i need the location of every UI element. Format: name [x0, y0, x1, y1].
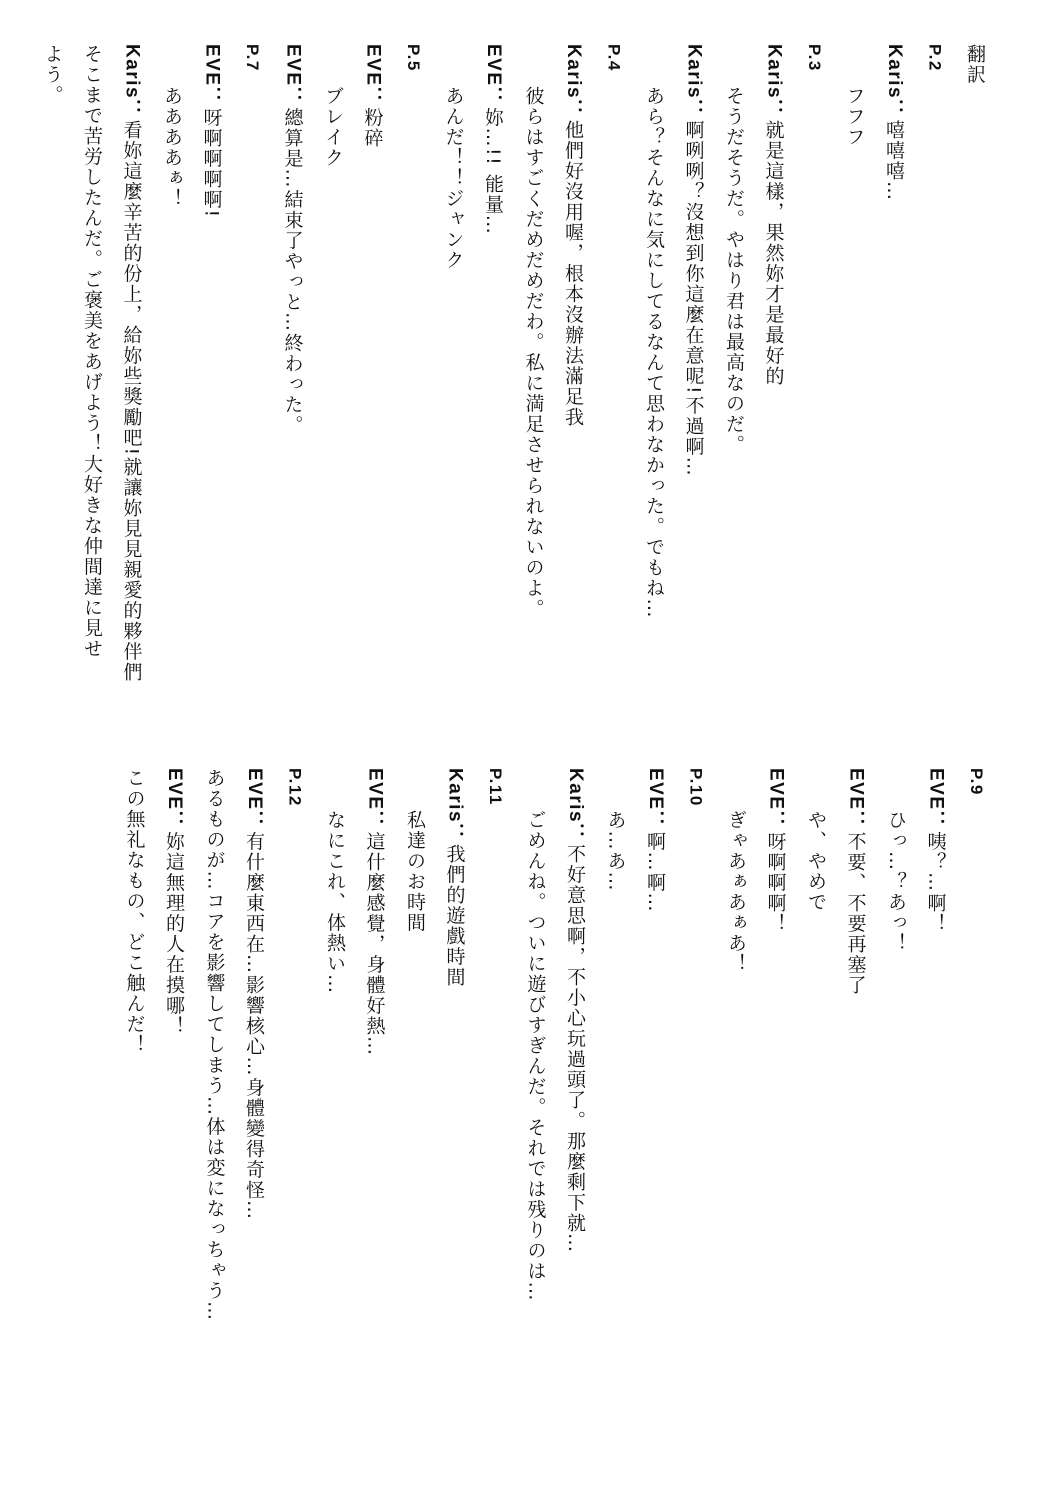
dialogue-line — [154, 768, 195, 1488]
japanese-original-line — [796, 768, 836, 1488]
speaker-name: EVE： — [765, 768, 787, 832]
japanese-original-line — [714, 44, 754, 744]
japanese-text: ひっ…？あっ！ — [885, 809, 907, 954]
dialogue-text: 看妳這麼辛苦的份上，給妳些獎勵吧!就讓妳見見親愛的夥伴們 — [120, 119, 143, 683]
speaker-name: Karis： — [763, 44, 785, 120]
japanese-text: フフフ — [843, 85, 866, 148]
speaker-name: EVE： — [645, 768, 666, 832]
continuation-line — [72, 44, 112, 744]
japanese-original-line — [152, 44, 192, 744]
dialogue-line — [553, 44, 594, 744]
dialogue-text: 有什麼東西在…影響核心…身體變得奇怪… — [243, 831, 265, 1221]
speaker-name: Karis： — [565, 768, 586, 844]
dialogue-text: 啊咧咧？沒想到你這麼在意呢!不過啊… — [682, 119, 705, 478]
japanese-original-line — [515, 768, 555, 1488]
japanese-original-line — [834, 44, 874, 744]
speaker-name: EVE： — [164, 768, 185, 832]
translation-block-bottom — [114, 768, 996, 1488]
page-number-text: P.5 — [404, 44, 423, 72]
japanese-text: あ…あ… — [604, 809, 627, 892]
japanese-original-line — [595, 768, 635, 1488]
dialogue-line — [111, 44, 152, 744]
speaker-name: EVE： — [364, 768, 386, 832]
continuation-text: そこまで苦労したんだ。ご褒美をあげよう！大好きな仲間達に見せ — [81, 44, 103, 659]
dialogue-line — [753, 44, 794, 744]
page-number-text: P.2 — [925, 44, 945, 72]
japanese-text: ああああぁ！ — [161, 85, 183, 209]
page-number-text: P.11 — [486, 768, 505, 806]
speaker-name: EVE： — [845, 768, 867, 832]
japanese-original-line — [634, 44, 674, 744]
dialogue-line — [555, 768, 596, 1488]
japanese-original-line — [313, 44, 353, 744]
continuation-text: この無礼なもの、どこ触んだ！ — [123, 768, 146, 1055]
dialogue-text: 總算是…結束了やっと…終わった。 — [281, 107, 304, 436]
speaker-name: Karis： — [563, 44, 584, 120]
page-number-label — [593, 44, 634, 744]
japanese-original-line — [876, 768, 916, 1488]
dialogue-line — [434, 768, 475, 1488]
page-number-label — [956, 768, 997, 1488]
page-number-label — [274, 768, 315, 1488]
japanese-original-line — [433, 44, 473, 744]
japanese-text: や、やめで — [805, 809, 827, 913]
dialogue-text: 不好意思啊，不小心玩過頭了。那麼剩下就… — [564, 843, 586, 1254]
japanese-original-line — [716, 768, 756, 1488]
page-number-label — [232, 44, 273, 744]
dialogue-line — [272, 44, 313, 744]
continuation-line — [114, 768, 154, 1488]
page-number-label — [914, 44, 955, 744]
speaker-name: EVE： — [483, 44, 504, 108]
dialogue-text: 呀啊啊啊！ — [764, 831, 787, 934]
japanese-text: そうだそうだ。やはり君は最高なのだ。 — [723, 85, 745, 455]
page-number-text: P.3 — [805, 44, 824, 72]
page-number-label — [475, 768, 516, 1488]
page-number-text: P.12 — [285, 768, 305, 807]
dialogue-text: 不要、不要再塞了 — [844, 831, 867, 996]
speaker-name: EVE： — [282, 44, 304, 108]
dialogue-text: 呀啊啊啊啊! — [200, 107, 223, 219]
page-number-text: P.10 — [686, 768, 706, 807]
continuation-line — [194, 768, 234, 1488]
speaker-name: EVE： — [201, 44, 223, 108]
dialogue-text: 嘻嘻嘻… — [883, 119, 905, 202]
dialogue-text: 妳…!! 能量… — [482, 107, 504, 236]
translation-heading: 翻訳 — [964, 44, 986, 85]
dialogue-text: 妳這無理的人在摸哪！ — [163, 831, 185, 1037]
japanese-text: 私達のお時間 — [404, 809, 426, 933]
japanese-text: あんだ！！ジャンク — [442, 85, 465, 271]
japanese-original-line — [315, 768, 355, 1488]
dialogue-line — [473, 44, 514, 744]
dialogue-line — [352, 44, 393, 744]
page-number-text: P.7 — [243, 44, 262, 72]
speaker-name: Karis： — [683, 44, 705, 120]
dialogue-text: 就是這樣，果然妳才是最好的 — [762, 119, 785, 387]
speaker-name: EVE： — [362, 44, 384, 108]
dialogue-line — [755, 768, 796, 1488]
dialogue-text: 咦？…啊！ — [924, 831, 947, 934]
dialogue-line — [835, 768, 876, 1488]
japanese-text: 彼らはすごくだめだめだわ。私に満足させられないのよ。 — [522, 85, 545, 619]
japanese-original-line — [395, 768, 435, 1488]
dialogue-text: 我們的遊戲時間 — [443, 843, 466, 988]
page-number-text: P.9 — [967, 768, 986, 796]
continuation-line — [32, 44, 72, 744]
speaker-name: Karis： — [444, 768, 466, 844]
speaker-name: Karis： — [884, 44, 905, 120]
dialogue-line — [635, 768, 676, 1488]
page-number-label — [794, 44, 835, 744]
japanese-text: あら？そんなに気にしてるなんて思わなかった。でもね… — [643, 85, 665, 619]
speaker-name: Karis： — [121, 44, 143, 120]
japanese-original-line — [513, 44, 553, 744]
speaker-name: EVE： — [244, 768, 265, 832]
dialogue-line — [915, 768, 956, 1488]
dialogue-line — [673, 44, 714, 744]
dialogue-line — [354, 768, 395, 1488]
dialogue-line — [191, 44, 232, 744]
speaker-name: EVE： — [925, 768, 947, 832]
dialogue-line — [874, 44, 915, 744]
page-number-text: P.4 — [604, 44, 624, 72]
dialogue-text: 這什麼感覺，身體好熱… — [363, 831, 386, 1057]
continuation-text: よう。 — [41, 44, 64, 106]
japanese-text: ぎゃあぁあぁあ！ — [725, 809, 747, 974]
japanese-text: ブレイク — [322, 85, 344, 168]
translation-block-top — [32, 44, 994, 744]
page-number-label — [393, 44, 434, 744]
japanese-text: ごめんね。ついに遊びすぎんだ。それでは残りのは… — [524, 809, 547, 1302]
dialogue-line — [234, 768, 275, 1488]
dialogue-text: 粉碎 — [361, 107, 384, 149]
japanese-text: なにこれ、体熱い… — [324, 809, 346, 995]
page-number-label — [675, 768, 716, 1488]
dialogue-text: 他們好沒用喔，根本沒辦法滿足我 — [562, 119, 584, 428]
dialogue-text: 啊…啊… — [644, 831, 666, 914]
continuation-text: あるものが…コアを影響してしまう…体は変になっちゃう… — [203, 768, 226, 1322]
